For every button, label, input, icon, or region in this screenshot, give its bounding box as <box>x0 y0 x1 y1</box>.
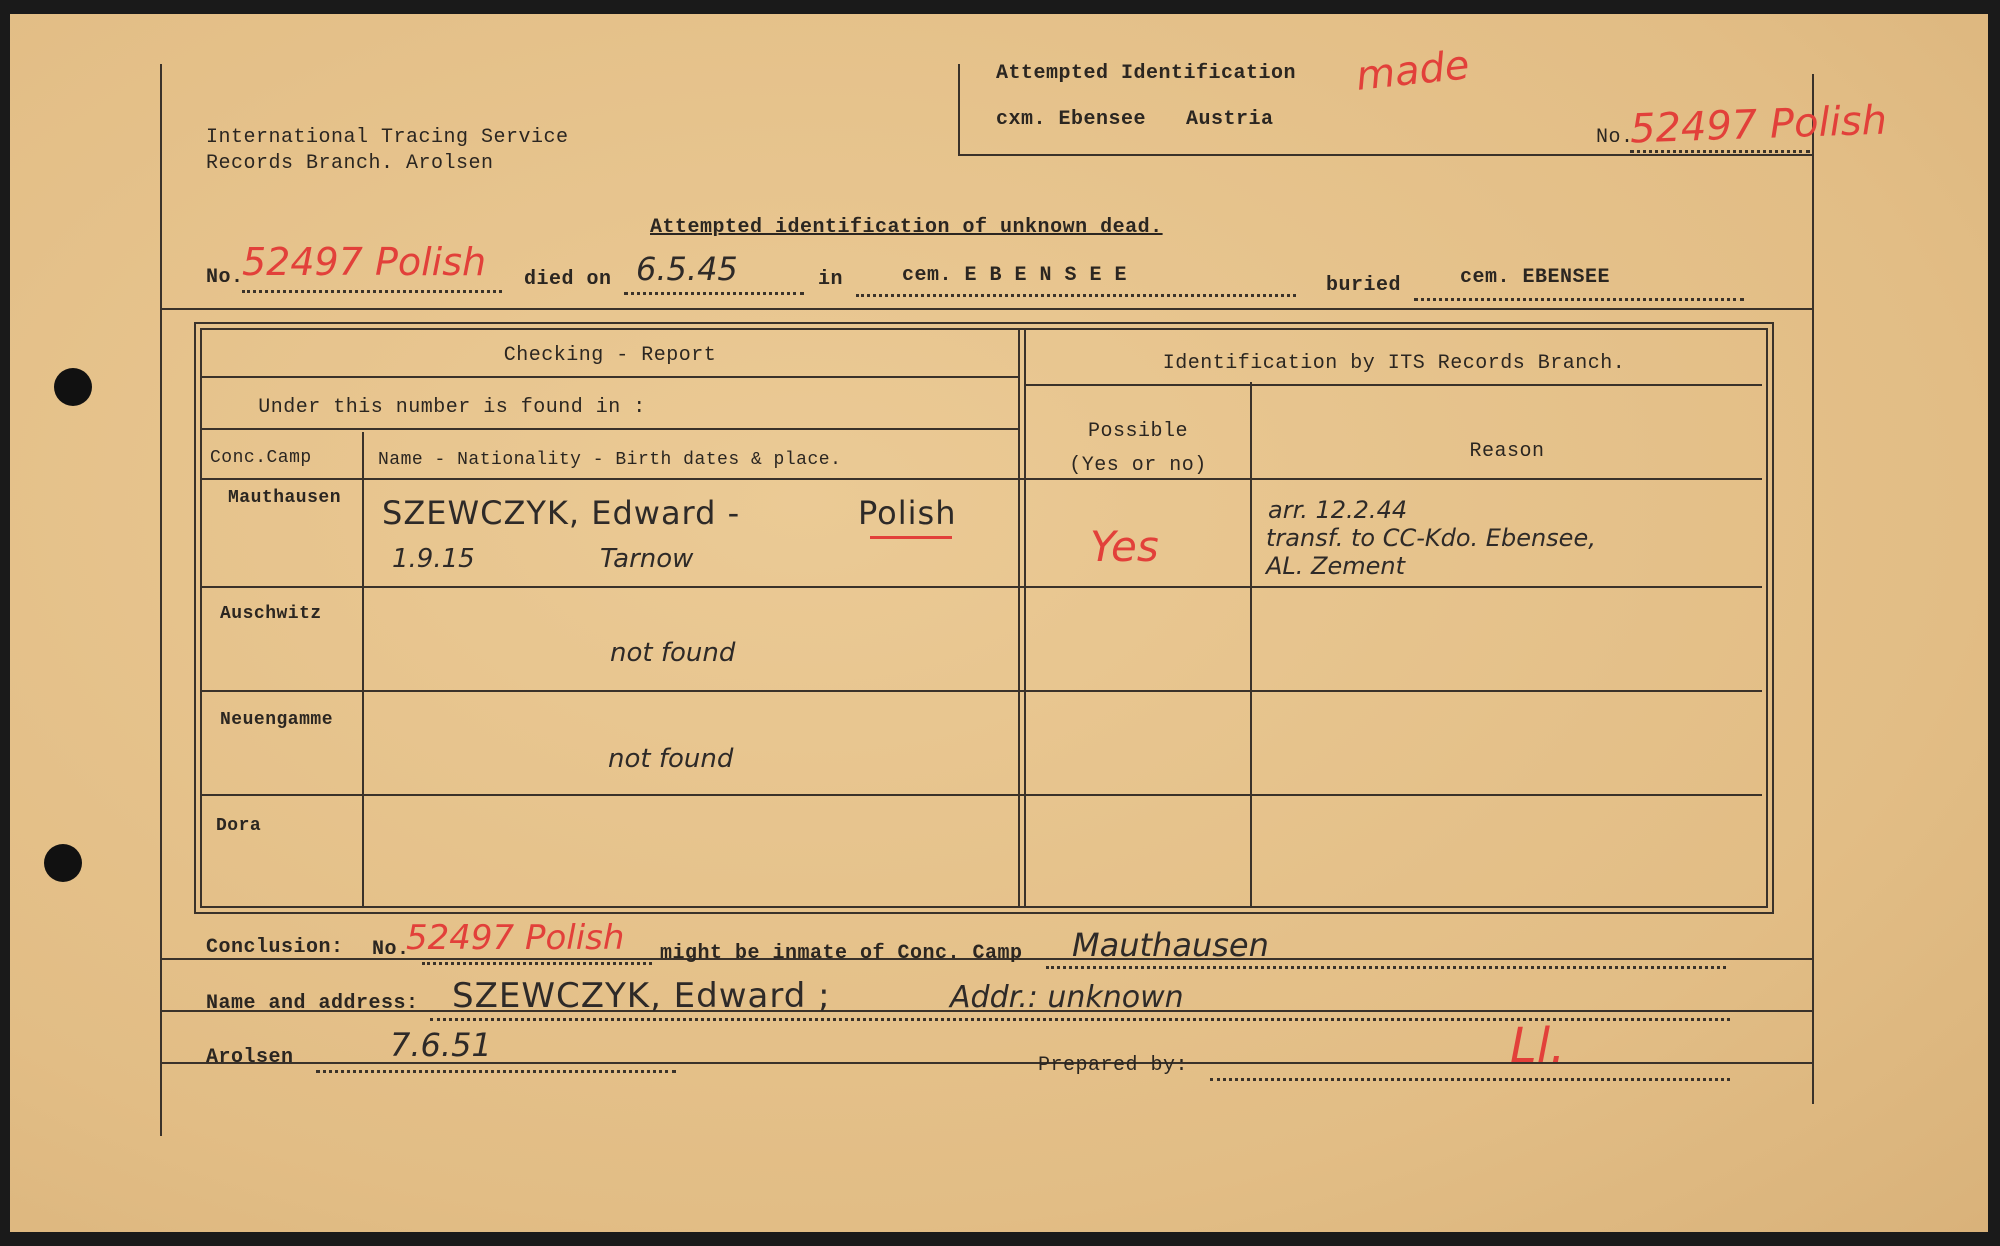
table-rule-1b <box>1026 384 1762 386</box>
name-addr-label: Name and address: <box>206 992 419 1015</box>
row-camp-neuengamme: Neuengamme <box>220 710 334 730</box>
row1-reason-1: arr. 12.2.44 <box>1268 496 1408 524</box>
addr-value: Addr.: unknown <box>950 980 1184 1015</box>
box-title: Attempted Identification <box>996 62 1297 85</box>
header-box-left <box>958 64 960 154</box>
table-divider-main <box>1018 330 1020 906</box>
row-camp-mauthausen: Mauthausen <box>228 488 342 508</box>
right-margin-line <box>1812 74 1814 1104</box>
arolsen-date: 7.6.51 <box>390 1026 492 1064</box>
prepared-dots <box>1210 1078 1730 1081</box>
col-reason-header: Reason <box>1469 440 1545 463</box>
row1-possible: Yes <box>1090 522 1159 571</box>
header-no-value: 52497 Polish <box>1629 97 1888 153</box>
table-rule-5 <box>202 690 1762 692</box>
col-possible-header-1: Possible <box>1087 420 1188 443</box>
row1-name: SZEWCZYK, Edward - <box>382 494 741 532</box>
conclusion-mid: might be inmate of Conc. Camp <box>660 942 1023 965</box>
punch-hole-top <box>54 368 92 406</box>
died-no-dots <box>242 290 502 293</box>
buried-value: cem. EBENSEE <box>1460 266 1611 289</box>
form-title: Attempted identification of unknown dead. <box>650 216 1163 239</box>
in-value: cem. E B E N S E E <box>902 264 1128 287</box>
conclusion-camp: Mauthausen <box>1072 926 1269 964</box>
ident-header: Identification by ITS Records Branch. <box>1162 352 1626 375</box>
table-rule-4 <box>202 586 1762 588</box>
died-value: 6.5.45 <box>636 250 738 288</box>
table-rule-6 <box>202 794 1762 796</box>
under-number-text: Under this number is found in : <box>258 396 646 419</box>
row1-nationality: Polish <box>858 494 957 532</box>
org-line-2: Records Branch. Arolsen <box>206 152 494 175</box>
row3-result: not found <box>608 744 734 774</box>
name-value: SZEWCZYK, Edward ; <box>452 976 831 1016</box>
col-possible-header-2: (Yes or no) <box>1069 454 1207 477</box>
buried-label: buried <box>1326 274 1402 297</box>
row1-reason-3: AL. Zement <box>1266 552 1406 580</box>
table-divider-camp <box>362 432 364 906</box>
box-country: Austria <box>1186 108 1274 131</box>
prepared-initials: Ll. <box>1510 1018 1566 1074</box>
conclusion-no-dots <box>422 962 652 965</box>
row1-birthdate: 1.9.15 <box>392 544 475 574</box>
conclusion-camp-dots <box>1046 966 1726 969</box>
row-camp-dora: Dora <box>216 816 262 836</box>
col-name-header: Name - Nationality - Birth dates & place. <box>378 450 842 470</box>
box-stamp: made <box>1353 42 1472 100</box>
checking-report-header: Checking - Report <box>503 344 717 367</box>
punch-hole-bottom <box>44 844 82 882</box>
org-line-1: International Tracing Service <box>206 126 569 149</box>
died-dots <box>624 292 804 295</box>
nationality-underline <box>870 536 952 539</box>
in-dots <box>856 294 1296 297</box>
table-divider-main-2 <box>1024 330 1026 906</box>
conclusion-label: Conclusion: <box>206 936 344 959</box>
header-no-label: No. <box>1596 126 1634 149</box>
table-rule-1 <box>202 376 1018 378</box>
row1-reason-2: transf. to CC-Kdo. Ebensee, <box>1266 524 1596 552</box>
header-box-bottom <box>958 154 1814 156</box>
arolsen-label: Arolsen <box>206 1046 294 1069</box>
table-rule-2 <box>202 428 1018 430</box>
table-rule-3 <box>202 478 1762 480</box>
row1-birthplace: Tarnow <box>600 544 694 574</box>
prepared-label: Prepared by: <box>1038 1054 1189 1077</box>
conclusion-no-value: 52497 Polish <box>406 918 625 958</box>
left-margin-line <box>160 64 162 1136</box>
row-camp-auschwitz: Auschwitz <box>220 604 322 624</box>
row2-result: not found <box>610 638 736 668</box>
in-label: in <box>818 268 844 291</box>
title-rule <box>160 308 1812 310</box>
col-camp-header: Conc.Camp <box>210 448 312 468</box>
record-card <box>10 14 1988 1232</box>
died-label: died on <box>524 268 612 291</box>
box-location: cxm. Ebensee <box>996 108 1147 131</box>
died-no-label: No. <box>206 266 244 289</box>
buried-dots <box>1414 298 1744 301</box>
arolsen-dots <box>316 1070 676 1073</box>
conclusion-no-label: No. <box>372 938 410 961</box>
died-no-value: 52497 Polish <box>242 240 487 284</box>
